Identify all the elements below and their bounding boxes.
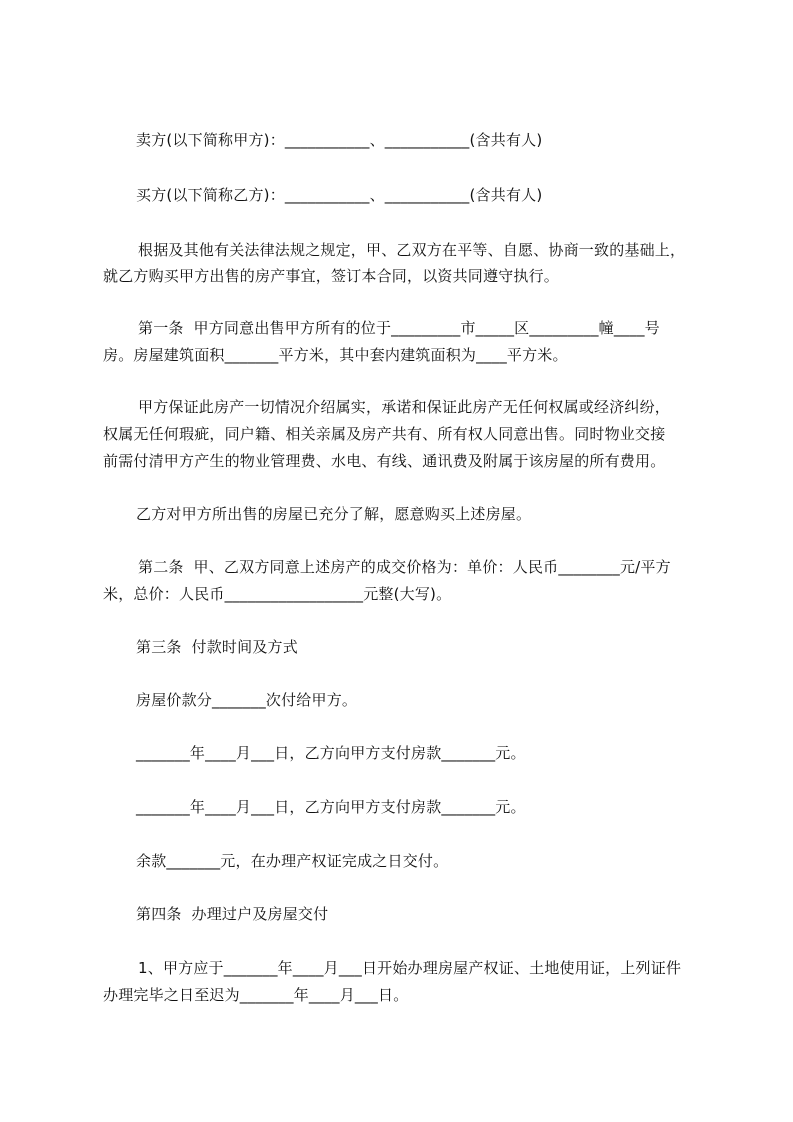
article3-heading: 第三条 付款时间及方式 [136, 638, 298, 656]
payment-line-1: _______年____月___日，乙方向甲方支付房款_______元。 [136, 744, 526, 762]
article1-line-2: 房。房屋建筑面积_______平方米，其中套内建筑面积为____平方米。 [103, 346, 568, 364]
guarantee-line-2: 权属无任何瑕疵，同户籍、相关亲属及房产共有、所有权人同意出售。同时物业交接 [103, 425, 666, 443]
article4-item1-line-1: 1、甲方应于_______年____月___日开始办理房屋产权证、土地使用证，上列证件 [138, 959, 682, 977]
article1-line-1: 第一条 甲方同意出售甲方所有的位于_________市_____区_________幢____号 [138, 319, 660, 337]
article2-line-1: 第二条 甲、乙双方同意上述房产的成交价格为：单价：人民币________元/平方 [138, 558, 671, 576]
installments-line: 房屋价款分_______次付给甲方。 [136, 691, 358, 709]
payment-line-2: _______年____月___日，乙方向甲方支付房款_______元。 [136, 798, 526, 816]
guarantee-line-1: 甲方保证此房产一切情况介绍属实，承诺和保证此房产无任何权属或经济纠纷， [138, 398, 671, 416]
article4-heading: 第四条 办理过户及房屋交付 [136, 905, 329, 923]
article4-item1-line-2: 办理完毕之日至迟为_______年____月___日。 [103, 986, 409, 1004]
buyer-line: 买方(以下简称乙方)：___________、___________(含共有人) [136, 186, 543, 204]
guarantee-line-3: 前需付清甲方产生的物业管理费、水电、有线、通讯费及附属于该房屋的所有费用。 [103, 452, 666, 470]
preamble-line-2: 就乙方购买甲方出售的房产事宜，签订本合同，以资共同遵守执行。 [103, 267, 560, 285]
seller-line: 卖方(以下简称甲方)：___________、___________(含共有人) [136, 131, 543, 149]
buyer-ack-line: 乙方对甲方所出售的房屋已充分了解，愿意购买上述房屋。 [136, 505, 532, 523]
article2-line-2: 米，总价：人民币__________________元整(大写)。 [103, 585, 452, 603]
balance-line: 余款_______元，在办理产权证完成之日交付。 [136, 852, 449, 870]
preamble-line-1: 根据及其他有关法律法规之规定，甲、乙双方在平等、自愿、协商一致的基础上， [138, 241, 686, 259]
